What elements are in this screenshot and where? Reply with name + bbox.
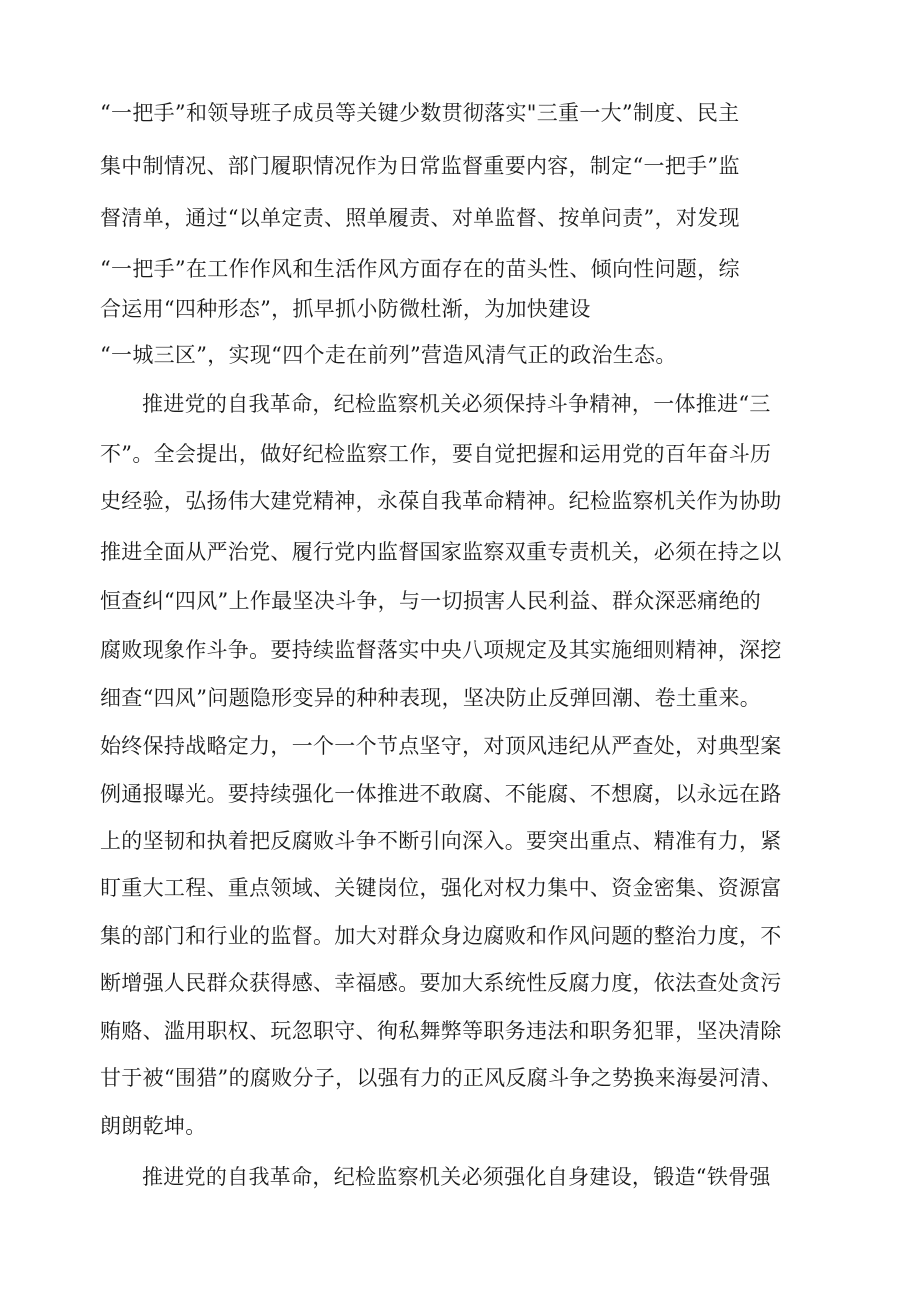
text-line: 上的坚韧和执着把反腐败斗争不断引向深入。要突出重点、精准有力，紧: [100, 829, 782, 853]
text-line: 集中制情况、部门履职情况作为日常监督重要内容，制定“一把手”监: [100, 154, 740, 178]
text-line: 朗朗乾坤。: [100, 1114, 207, 1138]
text-line: 不”。全会提出，做好纪检监察工作，要自觉把握和运用党的百年奋斗历: [100, 442, 772, 466]
text-line: 推进党的自我革命，纪检监察机关必须保持斗争精神，一体推进“三: [142, 392, 771, 416]
text-line: “一城三区”，实现“四个走在前列”营造风清气正的政治生态。: [100, 343, 677, 367]
text-line: 始终保持战略定力，一个一个节点坚守，对顶风违纪从严查处，对典型案: [100, 734, 782, 758]
text-line: 督清单，通过“以单定责、照单履责、对单监督、按单问责”，对发现: [100, 206, 740, 230]
text-line: 盯重大工程、重点领域、关键岗位，强化对权力集中、资金密集、资源富: [100, 876, 782, 900]
text-line: 推进全面从严治党、履行党内监督国家监察双重专责机关，必须在持之以: [100, 540, 782, 564]
text-line: 例通报曝光。要持续强化一体推进不敢腐、不能腐、不想腐，以永远在路: [100, 782, 782, 806]
text-line: 贿赂、滥用职权、玩忽职守、徇私舞弊等职务违法和职务犯罪，坚决清除: [100, 1019, 782, 1043]
text-line: “一把手”和领导班子成员等关键少数贯彻落实"三重一大”制度、民主: [100, 101, 740, 125]
text-line: 恒查纠“四风”上作最坚决斗争，与一切损害人民利益、群众深恶痛绝的: [100, 589, 762, 613]
text-line: “一把手”在工作作风和生活作风方面存在的苗头性、倾向性问题，综: [100, 257, 740, 281]
text-line: 腐败现象作斗争。要持续监督落实中央八项规定及其实施细则精神，深挖: [100, 638, 782, 662]
text-line: 断增强人民群众获得感、幸福感。要加大系统性反腐力度，依法查处贪污: [100, 971, 782, 995]
text-line: 史经验，弘扬伟大建党精神，永葆自我革命精神。纪检监察机关作为协助: [100, 489, 782, 513]
text-line: 甘于被“围猎”的腐败分子，以强有力的正风反腐斗争之势换来海晏河清、: [100, 1066, 783, 1090]
text-line: 合运用“四种形态”，抓早抓小防微杜渐，为加快建设: [100, 297, 591, 321]
text-line: 推进党的自我革命，纪检监察机关必须强化自身建设，锻造“铁骨强: [142, 1165, 771, 1189]
text-line: 集的部门和行业的监督。加大对群众身边腐败和作风问题的整治力度，不: [100, 924, 782, 948]
text-line: 细查“四风”问题隐形变异的种种表现，坚决防止反弹回潮、卷土重来。: [100, 686, 762, 710]
